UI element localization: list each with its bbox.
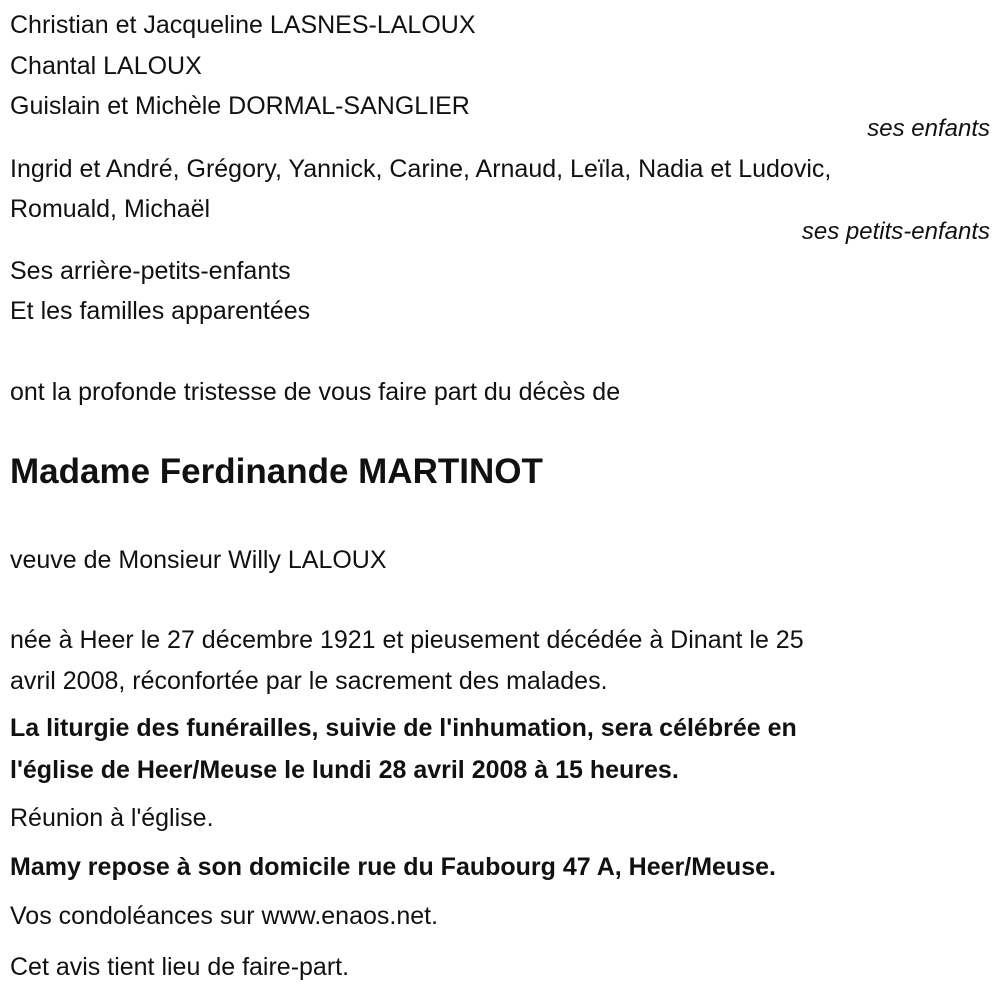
condolences: Vos condoléances sur www.enaos.net. bbox=[10, 902, 439, 930]
related-families: Et les familles apparentées bbox=[10, 297, 311, 325]
deceased-name: Madame Ferdinande MARTINOT bbox=[10, 452, 543, 491]
widow-of: veuve de Monsieur Willy LALOUX bbox=[10, 546, 387, 574]
children-line-3: Guislain et Michèle DORMAL-SANGLIER bbox=[10, 92, 470, 120]
great-grandchildren: Ses arrière-petits-enfants bbox=[10, 257, 291, 285]
birth-death-line-1: née à Heer le 27 décembre 1921 et pieusement décédée à Dinant le 25 bbox=[10, 626, 804, 654]
children-line-2: Chantal LALOUX bbox=[10, 52, 202, 80]
funeral-line-1: La liturgie des funérailles, suivie de l'inhumation, sera célébrée en bbox=[10, 714, 797, 742]
notice: Cet avis tient lieu de faire-part. bbox=[10, 953, 350, 981]
children-label: ses enfants bbox=[867, 115, 990, 142]
grandchildren-label: ses petits-enfants bbox=[801, 218, 990, 245]
grandchildren-line-2: Romuald, Michaël bbox=[10, 195, 211, 223]
funeral-line-2: l'église de Heer/Meuse le lundi 28 avril 2008 à 15 heures. bbox=[10, 756, 679, 784]
meeting: Réunion à l'église. bbox=[10, 804, 214, 832]
birth-death-line-2: avril 2008, réconfortée par le sacrement des malades. bbox=[10, 667, 608, 695]
children-line-1: Christian et Jacqueline LASNES-LALOUX bbox=[10, 11, 476, 39]
announcement: ont la profonde tristesse de vous faire part du décès de bbox=[10, 378, 621, 406]
rest-location: Mamy repose à son domicile rue du Faubourg 47 A, Heer/Meuse. bbox=[10, 853, 776, 881]
grandchildren-line-1: Ingrid et André, Grégory, Yannick, Carine, Arnaud, Leïla, Nadia et Ludovic, bbox=[10, 155, 832, 183]
